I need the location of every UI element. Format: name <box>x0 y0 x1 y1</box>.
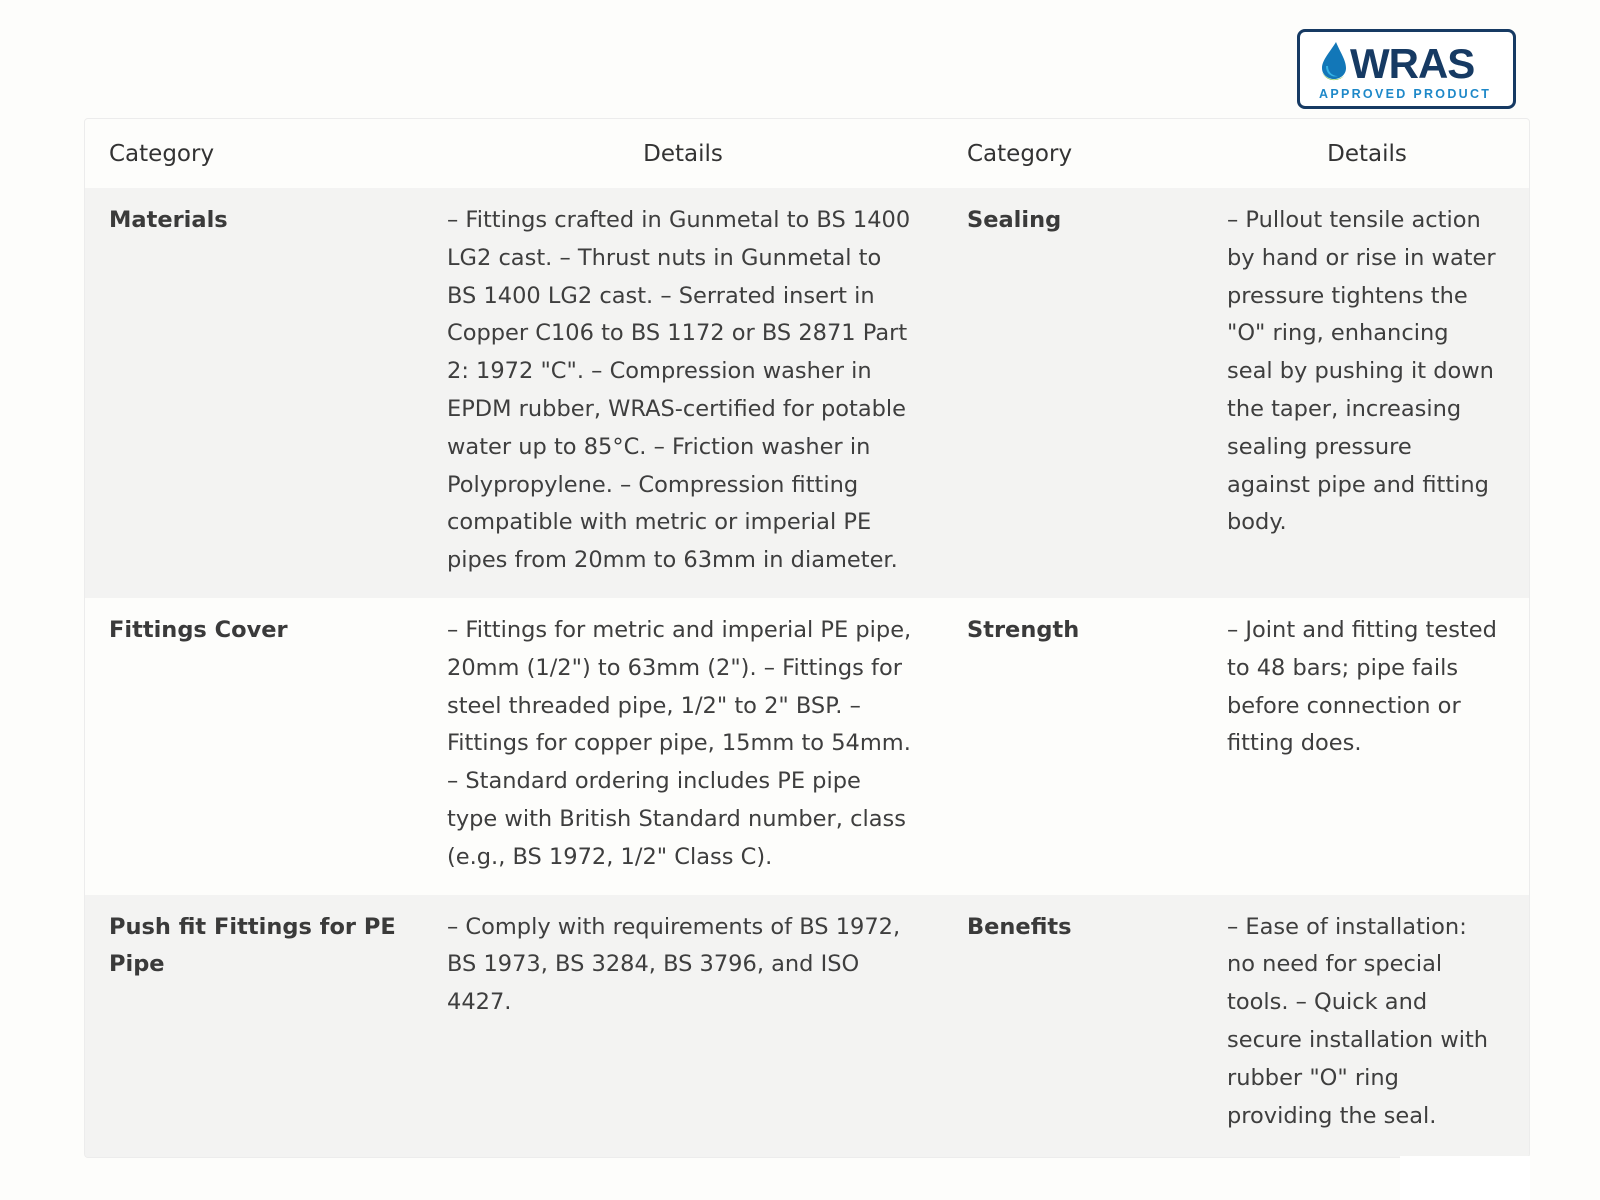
row-sealing-details: – Pullout tensile action by hand or rise in water pressure tightens the "O" ring, enhancing seal by pushing it down the taper, increasing sealing pressure against pipe and fitting body. <box>1203 188 1530 598</box>
row-sealing-category: Sealing <box>943 188 1203 598</box>
table-row <box>85 598 1530 895</box>
row-strength-details: – Joint and fitting tested to 48 bars; pipe fails before connection or fitting does. <box>1203 598 1530 895</box>
row-benefits-details: – Ease of installation: no need for special tools. – Quick and secure installation with rubber "O" ring providing the seal. <box>1203 895 1530 1158</box>
header-details-2: Details <box>1203 119 1530 188</box>
row-push-fit-category: Push fit Fittings for PE Pipe <box>85 895 423 1158</box>
header-category-2: Category <box>943 119 1203 188</box>
row-materials-category: Materials <box>85 188 423 598</box>
table-row <box>85 188 1530 598</box>
wras-approved-logo <box>1297 29 1516 109</box>
row-push-fit-details: – Comply with requirements of BS 1972, BS 1973, BS 3284, BS 3796, and ISO 4427. <box>423 895 943 1158</box>
specification-table-card <box>84 118 1530 1158</box>
water-drop-icon <box>1322 42 1346 80</box>
row-materials-details: – Fittings crafted in Gunmetal to BS 1400 LG2 cast. – Thrust nuts in Gunmetal to BS 1400 LG2 cast. – Serrated insert in Copper C106 to BS 1172 or BS 2871 Part 2: 1972 "C". – Compression washer in EPDM rubber, WRAS-certified for potable water up to 85°C. – Friction washer in Polypropylene. – Compression fitting compatible with metric or imperial PE pipes from 20mm to 63mm in diameter. <box>423 188 943 598</box>
table-row <box>85 895 1530 1158</box>
specification-table <box>85 119 1530 1158</box>
row-fittings-cover-details: – Fittings for metric and imperial PE pipe, 20mm (1/2") to 63mm (2"). – Fittings for steel threaded pipe, 1/2" to 2" BSP. – Fittings for copper pipe, 15mm to 54mm. – Standard ordering includes PE pipe type with British Standard number, class (e.g., BS 1972, 1/2" Class C). <box>423 598 943 895</box>
row-strength-category: Strength <box>943 598 1203 895</box>
bottom-corner-patch <box>1400 1156 1530 1200</box>
row-benefits-category: Benefits <box>943 895 1203 1158</box>
table-header-row <box>85 119 1530 188</box>
header-details-1: Details <box>423 119 943 188</box>
wras-logo-graphic <box>1300 32 1513 106</box>
wras-brand-text: WRAS <box>1350 40 1475 87</box>
header-category-1: Category <box>85 119 423 188</box>
wras-tagline-text: APPROVED PRODUCT <box>1319 87 1492 101</box>
row-fittings-cover-category: Fittings Cover <box>85 598 423 895</box>
